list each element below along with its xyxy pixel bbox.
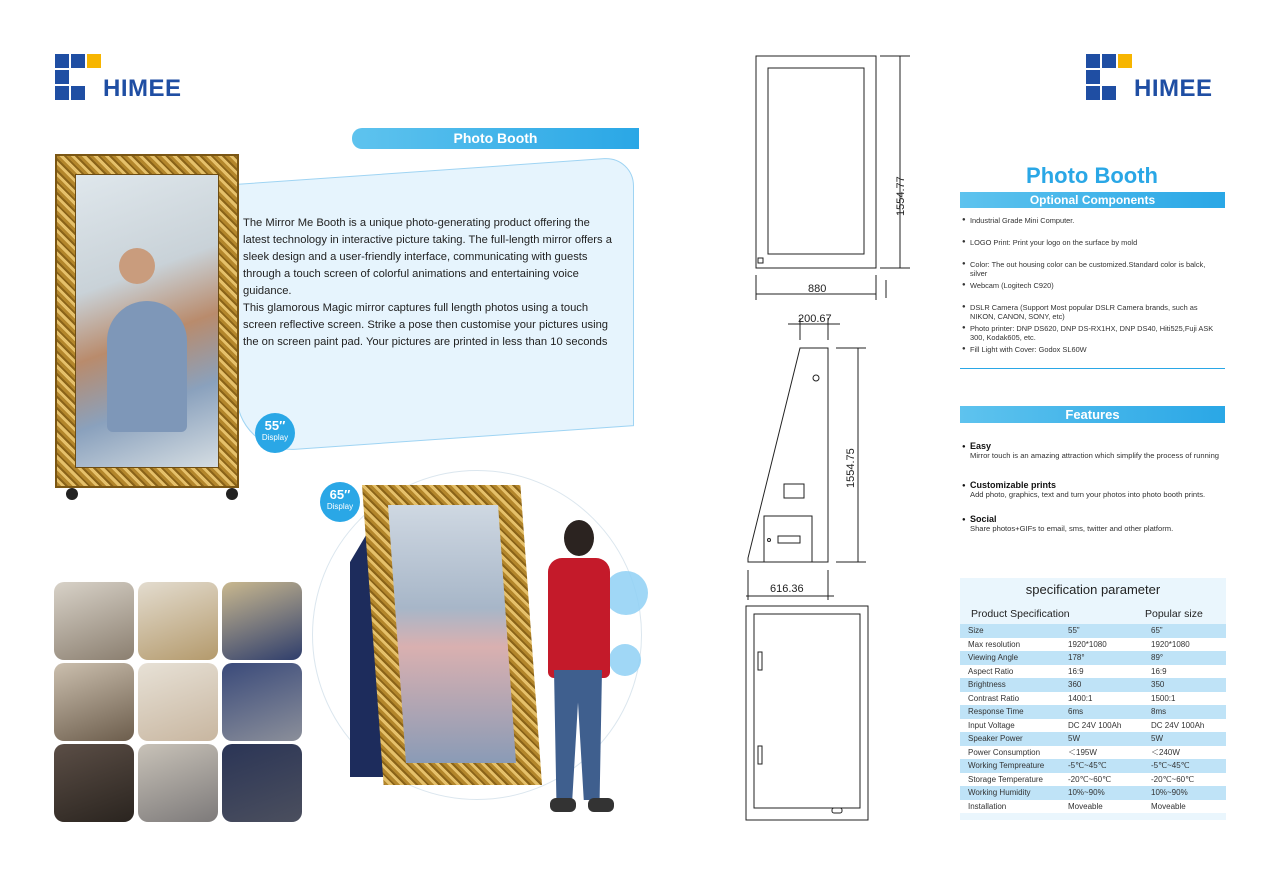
table-row: [960, 800, 1226, 814]
badge-label: Display: [261, 433, 289, 442]
spec-value-65: ＜240W: [1143, 746, 1226, 760]
feature-desc: Share photos+GIFs to email, sms, twitter and other platform.: [970, 524, 1174, 533]
spec-value-55: 1920*1080: [1060, 638, 1143, 652]
list-item: ● Webcam (Logitech C920): [962, 281, 1224, 290]
spec-label: Size: [960, 624, 1060, 638]
spec-value-55: 6ms: [1060, 705, 1143, 719]
spec-value-65: Moveable: [1143, 800, 1226, 814]
list-item: ● Color: The out housing color can be customized.Standard color is balck, silver: [962, 260, 1224, 278]
intro-paragraph-2: This glamorous Magic mirror captures full length photos using a touch screen reflective screen. Strike a pose then customise your pictures using the on screen paint pad. Your pictures are printed in less than 10 seconds: [243, 302, 609, 348]
spec-value-55: 5W: [1060, 732, 1143, 746]
spec-label: Installation: [960, 800, 1060, 814]
gallery-photo: [138, 744, 218, 822]
front-view-outline: [756, 56, 876, 268]
person-image: [540, 520, 622, 818]
mirror-glass: [75, 174, 219, 468]
brand-name: HIMEE: [103, 75, 182, 102]
booth-65-image: [350, 485, 545, 785]
back-view-outline: [746, 606, 868, 820]
spec-label: Aspect Ratio: [960, 665, 1060, 679]
table-row: [960, 692, 1226, 706]
gallery-photo: [54, 663, 134, 741]
spec-col-2-header: Popular size: [1145, 608, 1203, 620]
spec-value-65: DC 24V 100Ah: [1143, 719, 1226, 733]
spec-value-55: 178°: [1060, 651, 1143, 665]
spec-value-55: 360: [1060, 678, 1143, 692]
gallery-photo: [138, 582, 218, 660]
front-width-label: 880: [808, 283, 827, 295]
spec-label: Storage Temperature: [960, 773, 1060, 787]
feature-title: ● Easy: [962, 442, 1224, 451]
gallery-photo: [222, 582, 302, 660]
feature-customizable: [962, 481, 1224, 499]
optional-components-list: [962, 216, 1224, 354]
spec-value-55: 55”: [1060, 624, 1143, 638]
side-view-outline: [748, 348, 828, 562]
intro-paragraph-1: The Mirror Me Booth is a unique photo-generating product offering the latest technology in interactive picture taking. The full-length mirror offers a sleek design and a user-friendly interface, communicating with guests through a touch screen of colorful animations and entertaining voice guidance.: [243, 217, 612, 297]
side-top-label: 200.67: [798, 313, 832, 325]
feature-desc: Add photo, graphics, text and turn your photos into photo booth prints.: [970, 490, 1206, 499]
gallery-photo: [54, 744, 134, 822]
section-title-bar: [352, 128, 639, 149]
spec-value-65: 16:9: [1143, 665, 1226, 679]
spec-value-65: 65”: [1143, 624, 1226, 638]
spec-value-65: 10%~90%: [1143, 786, 1226, 800]
spec-value-55: 10%~90%: [1060, 786, 1143, 800]
feature-easy: [962, 442, 1224, 460]
spec-value-55: ＜195W: [1060, 746, 1143, 760]
table-row: [960, 638, 1226, 652]
table-row: [960, 786, 1226, 800]
badge-label: Display: [326, 502, 354, 511]
spec-col-1-header: Product Specification: [971, 608, 1070, 620]
logo-mark-icon: [1086, 54, 1132, 100]
table-row: [960, 719, 1226, 733]
feature-social: [962, 515, 1224, 533]
spec-value-65: -5℃~45℃: [1143, 759, 1226, 773]
brand-name: HIMEE: [1134, 75, 1213, 102]
spec-label: Working Tempreature: [960, 759, 1060, 773]
right-page-title: Photo Booth: [1026, 163, 1158, 188]
list-item: ● Photo printer: DNP DS620, DNP DS-RX1HX, DNP DS40, Hiti525,Fuji ASK 300, Kodak605, etc.: [962, 324, 1224, 342]
side-base-label: 616.36: [770, 583, 804, 595]
spec-label: Viewing Angle: [960, 651, 1060, 665]
booth-screen: [388, 505, 516, 763]
gallery-photo: [222, 663, 302, 741]
gallery-photo: [222, 744, 302, 822]
spec-label: Response Time: [960, 705, 1060, 719]
spec-value-65: 350: [1143, 678, 1226, 692]
list-item: ● Fill Light with Cover: Godox SL60W: [962, 345, 1224, 354]
table-row: [960, 705, 1226, 719]
photo-gallery: [54, 582, 302, 822]
spec-value-55: 1400:1: [1060, 692, 1143, 706]
spec-value-55: Moveable: [1060, 800, 1143, 814]
badge-55-display: [255, 413, 295, 453]
spec-value-55: DC 24V 100Ah: [1060, 719, 1143, 733]
spec-label: Max resolution: [960, 638, 1060, 652]
badge-65-display: [320, 482, 360, 522]
feature-desc: Mirror touch is an amazing attraction which simplify the process of running: [970, 451, 1220, 460]
spec-value-55: 16:9: [1060, 665, 1143, 679]
logo-mark-icon: [55, 54, 101, 100]
table-row: [960, 773, 1226, 787]
table-row: [960, 678, 1226, 692]
feature-title: ● Customizable prints: [962, 481, 1224, 490]
spec-panel: [960, 578, 1226, 820]
spec-label: Input Voltage: [960, 719, 1060, 733]
spec-value-65: 1500:1: [1143, 692, 1226, 706]
spec-label: Brightness: [960, 678, 1060, 692]
spec-title: specification parameter: [1025, 582, 1161, 597]
spec-value-65: 8ms: [1143, 705, 1226, 719]
features-title: Features: [1065, 407, 1120, 422]
table-row: [960, 624, 1226, 638]
mirror-55-image: [55, 154, 239, 488]
spec-value-65: 1920*1080: [1143, 638, 1226, 652]
spec-value-55: -5℃~45℃: [1060, 759, 1143, 773]
badge-size: 65″: [329, 487, 351, 502]
wheel-icon: [226, 488, 238, 500]
optional-components-bar: [960, 192, 1225, 208]
spec-value-65: -20℃~60℃: [1143, 773, 1226, 787]
spec-label: Contrast Ratio: [960, 692, 1060, 706]
table-row: [960, 732, 1226, 746]
intro-text: [243, 215, 618, 351]
features-bar: [960, 406, 1225, 423]
spec-value-65: 89°: [1143, 651, 1226, 665]
feature-title: ● Social: [962, 515, 1224, 524]
divider: [960, 368, 1225, 369]
section-title: Photo Booth: [453, 130, 538, 146]
gallery-photo: [138, 663, 218, 741]
front-height-label: 1554.77: [895, 176, 907, 216]
brand-logo-right: [1086, 54, 1213, 100]
table-row: [960, 759, 1226, 773]
spec-table: [960, 624, 1226, 813]
spec-label: Working Humidity: [960, 786, 1060, 800]
table-row: [960, 746, 1226, 760]
table-row: [960, 651, 1226, 665]
brand-logo-left: [55, 54, 182, 100]
spec-label: Power Consumption: [960, 746, 1060, 760]
technical-drawings: [700, 40, 920, 840]
gallery-photo: [54, 582, 134, 660]
list-item: ● Industrial Grade Mini Computer.: [962, 216, 1224, 225]
table-row: [960, 665, 1226, 679]
spec-label: Speaker Power: [960, 732, 1060, 746]
side-height-label: 1554.75: [845, 448, 857, 488]
optional-components-title: Optional Components: [1029, 193, 1156, 207]
spec-value-55: -20℃~60℃: [1060, 773, 1143, 787]
list-item: ● DSLR Camera (Support Most popular DSLR Camera brands, such as NIKON, CANON, SONY, etc): [962, 303, 1224, 321]
list-item: ● LOGO Print: Print your logo on the surface by mold: [962, 238, 1224, 247]
wheel-icon: [66, 488, 78, 500]
badge-size: 55″: [264, 418, 286, 433]
spec-value-65: 5W: [1143, 732, 1226, 746]
